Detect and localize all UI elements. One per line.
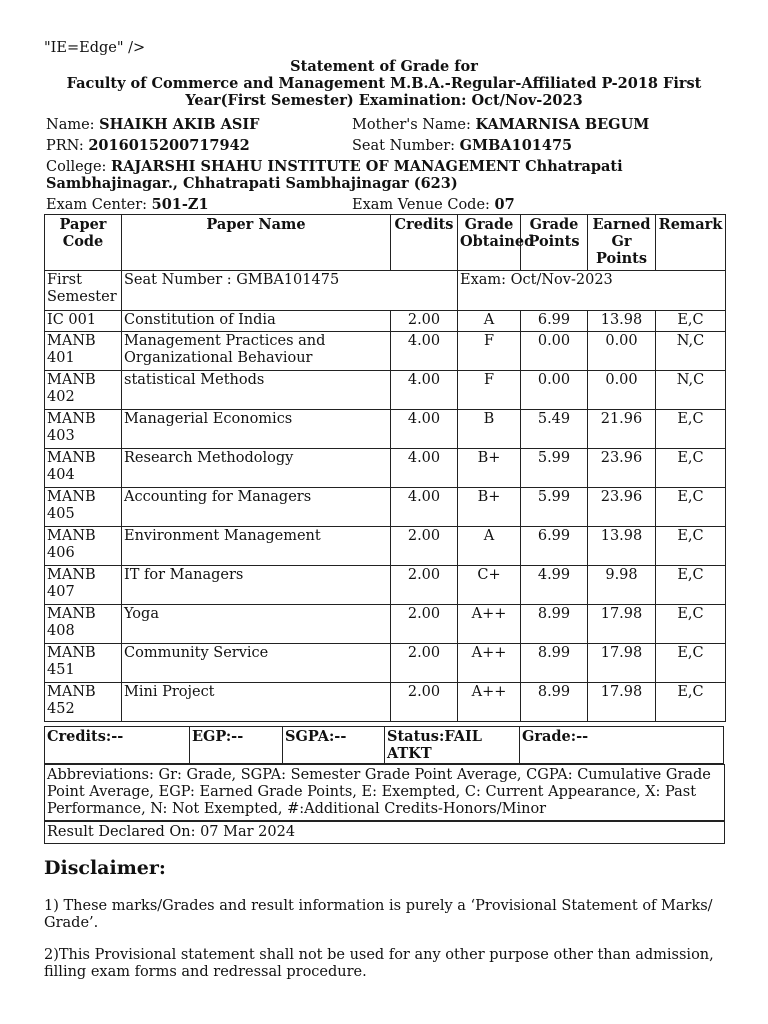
- credits: 4.00: [391, 332, 458, 371]
- grade-obtained: F: [458, 371, 521, 410]
- paper-code: MANB 408: [45, 605, 122, 644]
- stray-markup-text: "IE=Edge" />: [44, 40, 146, 56]
- center-value: 501-Z1: [151, 196, 209, 213]
- result-declared-date: Result Declared On: 07 Mar 2024: [44, 821, 725, 844]
- seat-label: Seat Number:: [352, 138, 460, 154]
- paper-code: MANB 404: [45, 449, 122, 488]
- header-grade-obtained: Grade Obtained: [458, 215, 521, 271]
- venue-label: Exam Venue Code:: [352, 197, 495, 213]
- earned-points: 0.00: [588, 332, 656, 371]
- grade-points: 6.99: [521, 311, 588, 332]
- paper-name: IT for Managers: [122, 566, 391, 605]
- paper-name: Yoga: [122, 605, 391, 644]
- student-name-row: [46, 116, 259, 134]
- grade-points: 8.99: [521, 683, 588, 722]
- remark: E,C: [656, 488, 726, 527]
- college-label: College:: [46, 159, 112, 175]
- summary-row: [44, 726, 724, 764]
- grade-obtained: B+: [458, 488, 521, 527]
- credits: 4.00: [391, 449, 458, 488]
- grade-obtained: B: [458, 410, 521, 449]
- table-row: [45, 410, 726, 449]
- grade-obtained: C+: [458, 566, 521, 605]
- credits: 2.00: [391, 605, 458, 644]
- remark: E,C: [656, 410, 726, 449]
- earned-points: 0.00: [588, 371, 656, 410]
- remark: E,C: [656, 605, 726, 644]
- grade-obtained: A++: [458, 644, 521, 683]
- earned-points: 21.96: [588, 410, 656, 449]
- statement-title: [44, 58, 724, 109]
- remark: E,C: [656, 644, 726, 683]
- paper-code: MANB 403: [45, 410, 122, 449]
- credits: 4.00: [391, 410, 458, 449]
- title-line-2: Faculty of Commerce and Management M.B.A.-Regular-Affiliated P-2018 First: [66, 75, 702, 92]
- disclaimer-heading: Disclaimer:: [44, 857, 166, 879]
- grade-points: 8.99: [521, 644, 588, 683]
- paper-name: Research Methodology: [122, 449, 391, 488]
- credits: 2.00: [391, 527, 458, 566]
- table-row: [45, 449, 726, 488]
- paper-code: MANB 451: [45, 644, 122, 683]
- table-row: [45, 605, 726, 644]
- exam-center-row: [46, 196, 209, 214]
- earned-points: 9.98: [588, 566, 656, 605]
- summary-status: Status:FAIL ATKT: [385, 727, 520, 763]
- title-line-3: Year(First Semester) Examination: Oct/Nov-2023: [185, 92, 583, 109]
- seat-value: GMBA101475: [459, 137, 573, 154]
- header-grade-points: Grade Points: [521, 215, 588, 271]
- grade-obtained: F: [458, 332, 521, 371]
- table-row: [45, 488, 726, 527]
- summary-grade: Grade:--: [522, 728, 589, 745]
- paper-name: Mini Project: [122, 683, 391, 722]
- table-row: [45, 371, 726, 410]
- remark: N,C: [656, 332, 726, 371]
- grade-points: 5.49: [521, 410, 588, 449]
- header-credits: Credits: [391, 215, 458, 271]
- paper-code: MANB 407: [45, 566, 122, 605]
- credits: 2.00: [391, 644, 458, 683]
- header-earned-points: Earned Gr Points: [588, 215, 656, 271]
- earned-points: 13.98: [588, 311, 656, 332]
- paper-name: Accounting for Managers: [122, 488, 391, 527]
- paper-code: MANB 452: [45, 683, 122, 722]
- abbreviations-note: Abbreviations: Gr: Grade, SGPA: Semester Grade Point Average, CGPA: Cumulative Grade Point Average, EGP: Earned Grade Points, E: Exempted, C: Current Appearance, X: Past Performance, N: Not Exempted, #:Additional Credits-Honors/Minor: [44, 764, 725, 821]
- paper-code: MANB 406: [45, 527, 122, 566]
- paper-name: Environment Management: [122, 527, 391, 566]
- grade-obtained: A: [458, 311, 521, 332]
- paper-code: MANB 405: [45, 488, 122, 527]
- grade-points: 0.00: [521, 371, 588, 410]
- table-row: [45, 332, 726, 371]
- center-label: Exam Center:: [46, 197, 152, 213]
- college-name-line-1: RAJARSHI SHAHU INSTITUTE OF MANAGEMENT Chhatrapati: [111, 158, 623, 175]
- summary-egp: EGP:--: [190, 727, 283, 763]
- prn-row: [46, 137, 250, 155]
- grade-points: 4.99: [521, 566, 588, 605]
- table-row: [45, 527, 726, 566]
- credits: 2.00: [391, 311, 458, 332]
- student-name: SHAIKH AKIB ASIF: [99, 116, 260, 133]
- prn-value: 2016015200717942: [88, 137, 250, 154]
- remark: E,C: [656, 311, 726, 332]
- venue-code-row: [352, 196, 515, 214]
- grade-points: 6.99: [521, 527, 588, 566]
- table-header-row: [45, 215, 726, 271]
- grade-points: 8.99: [521, 605, 588, 644]
- table-row: [45, 311, 726, 332]
- disclaimer-paragraph-1: 1) These marks/Grades and result information is purely a ‘Provisional Statement of Marks/ Grade’.: [44, 898, 713, 931]
- prn-label: PRN:: [46, 138, 89, 154]
- credits: 4.00: [391, 371, 458, 410]
- grade-obtained: A++: [458, 605, 521, 644]
- remark: E,C: [656, 449, 726, 488]
- paper-name: statistical Methods: [122, 371, 391, 410]
- grade-points: 0.00: [521, 332, 588, 371]
- summary-credits: Credits:--: [45, 727, 190, 763]
- semester-exam: Exam: Oct/Nov-2023: [458, 271, 726, 311]
- remark: E,C: [656, 566, 726, 605]
- grade-obtained: A: [458, 527, 521, 566]
- disclaimer-paragraph-2: 2)This Provisional statement shall not be used for any other purpose other than admission, filling exam forms and redressal procedure.: [44, 947, 714, 980]
- paper-code: IC 001: [45, 311, 122, 332]
- grade-obtained: A++: [458, 683, 521, 722]
- earned-points: 23.96: [588, 488, 656, 527]
- mother-name: KAMARNISA BEGUM: [475, 116, 650, 133]
- grade-points: 5.99: [521, 488, 588, 527]
- grade-points: 5.99: [521, 449, 588, 488]
- earned-points: 13.98: [588, 527, 656, 566]
- paper-name: Community Service: [122, 644, 391, 683]
- semester-seat-number: Seat Number : GMBA101475: [122, 271, 458, 311]
- grades-table: [44, 214, 726, 722]
- earned-points: 23.96: [588, 449, 656, 488]
- header-remark: Remark: [656, 215, 726, 271]
- summary-sgpa: SGPA:--: [283, 727, 385, 763]
- remark: E,C: [656, 527, 726, 566]
- header-paper-code: Paper Code: [45, 215, 122, 271]
- paper-name: Managerial Economics: [122, 410, 391, 449]
- paper-name: Constitution of India: [122, 311, 391, 332]
- paper-name: Management Practices and Organizational Behaviour: [122, 332, 391, 371]
- earned-points: 17.98: [588, 644, 656, 683]
- college-name-line-2: Sambhajinagar., Chhatrapati Sambhajinagar (623): [46, 175, 458, 192]
- name-label: Name:: [46, 117, 100, 133]
- mother-label: Mother's Name:: [352, 117, 476, 133]
- mother-name-row: [352, 116, 649, 134]
- credits: 4.00: [391, 488, 458, 527]
- credits: 2.00: [391, 683, 458, 722]
- paper-code: MANB 402: [45, 371, 122, 410]
- credits: 2.00: [391, 566, 458, 605]
- venue-value: 07: [494, 196, 515, 213]
- remark: N,C: [656, 371, 726, 410]
- table-row: [45, 566, 726, 605]
- header-paper-name: Paper Name: [122, 215, 391, 271]
- grade-obtained: B+: [458, 449, 521, 488]
- remark: E,C: [656, 683, 726, 722]
- earned-points: 17.98: [588, 605, 656, 644]
- table-row: [45, 683, 726, 722]
- college-row-2: [46, 175, 458, 193]
- college-row: [46, 158, 623, 176]
- seat-number-row: [352, 137, 572, 155]
- title-line-1: Statement of Grade for: [290, 58, 478, 75]
- table-row: [45, 644, 726, 683]
- paper-code: MANB 401: [45, 332, 122, 371]
- semester-row: [45, 271, 726, 311]
- earned-points: 17.98: [588, 683, 656, 722]
- semester-label: First Semester: [45, 271, 122, 311]
